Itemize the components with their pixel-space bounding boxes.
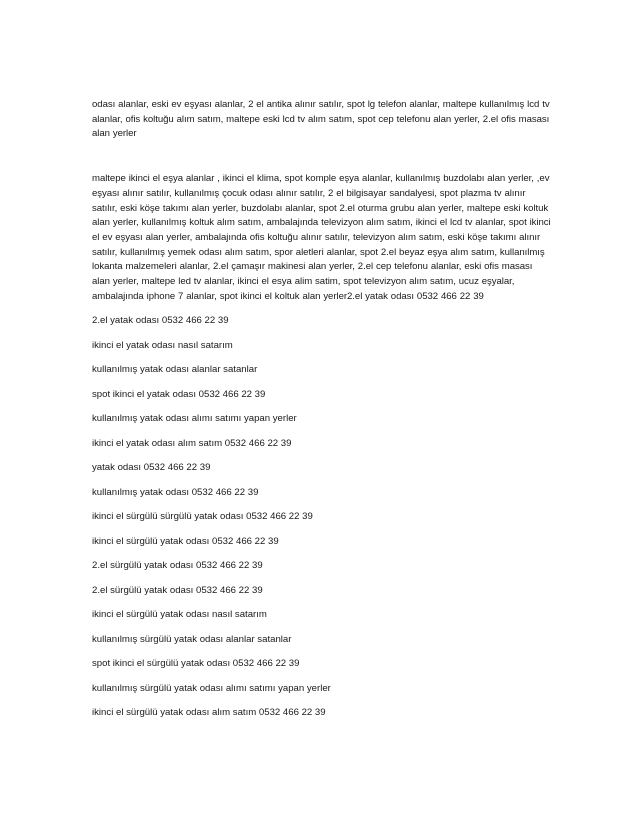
keyword-line-list	[92, 314, 552, 731]
keywords-paragraph: maltepe ikinci el eşya alanlar , ikinci el klima, spot komple eşya alanlar, kullanılmış buzdolabı alan yerler, ,ev eşyası alınır satılır, kullanılmış çocuk odası alınır satılır, 2 el bilgisayar sandalyesi, spot plazma tv alınır satılır, eski köşe takımı alan yerler, buzdolabı alanlar, spot 2.el oturma grubu alan yerler, maltepe eski koltuk alan yerler, kullanılmış koltuk alım satım, ambalajında televizyon alım satım, ikinci el lcd tv alanlar, spot ikinci el ev eşyası alan yerler, ambalajında ofis koltuğu alınır satılır, televizyon alım satım, eski köşe takımı alınır satılır, kullanılmış yemek odası alım satım, spor aletleri alanlar, spot 2.el beyaz eşya alım satım, kullanılmış lokanta malzemeleri alanlar, 2.el çamaşır makinesi alan yerler, 2.el cep telefonu alanlar, eski ofis masası alan yerler, maltepe led tv alanlar, ikinci el esya alim satim, spot televizyon alım satım, ucuz eşyalar, ambalajında iphone 7 alanlar, spot ikinci el koltuk alan yerler2.el yatak odası 0532 466 22 39	[92, 173, 551, 302]
keyword-line: kullanılmış yatak odası 0532 466 22 39	[92, 486, 259, 498]
keyword-line: ikinci el sürgülü sürgülü yatak odası 0532 466 22 39	[92, 511, 313, 523]
keyword-line: kullanılmış sürgülü yatak odası alanlar satanlar	[92, 633, 292, 645]
keyword-line: yatak odası 0532 466 22 39	[92, 462, 211, 474]
keyword-line: ikinci el sürgülü yatak odası nasıl satarım	[92, 609, 267, 621]
keyword-line: ikinci el yatak odası alım satım 0532 466 22 39	[92, 437, 292, 449]
keyword-line: kullanılmış yatak odası alımı satımı yapan yerler	[92, 413, 297, 425]
keyword-line: ikinci el yatak odası nasıl satarım	[92, 339, 233, 351]
keyword-line: kullanılmış sürgülü yatak odası alımı satımı yapan yerler	[92, 682, 331, 694]
document-page	[92, 98, 552, 731]
intro-paragraph: odası alanlar, eski ev eşyası alanlar, 2 el antika alınır satılır, spot lg telefon alanlar, maltepe kullanılmış lcd tv alanlar, ofis koltuğu alım satım, maltepe eski lcd tv alım satım, spot cep telefonu alan yerler, 2.el ofis masası alan yerler	[92, 99, 550, 140]
keyword-line: ikinci el sürgülü yatak odası alım satım 0532 466 22 39	[92, 707, 326, 719]
keyword-line: 2.el sürgülü yatak odası 0532 466 22 39	[92, 560, 263, 572]
keyword-line: spot ikinci el yatak odası 0532 466 22 39	[92, 388, 266, 400]
keyword-line: 2.el sürgülü yatak odası 0532 466 22 39	[92, 584, 263, 596]
keyword-line: 2.el yatak odası 0532 466 22 39	[92, 315, 229, 327]
keyword-line: spot ikinci el sürgülü yatak odası 0532 466 22 39	[92, 658, 300, 670]
keyword-line: ikinci el sürgülü yatak odası 0532 466 22 39	[92, 535, 279, 547]
keyword-line: kullanılmış yatak odası alanlar satanlar	[92, 364, 258, 376]
